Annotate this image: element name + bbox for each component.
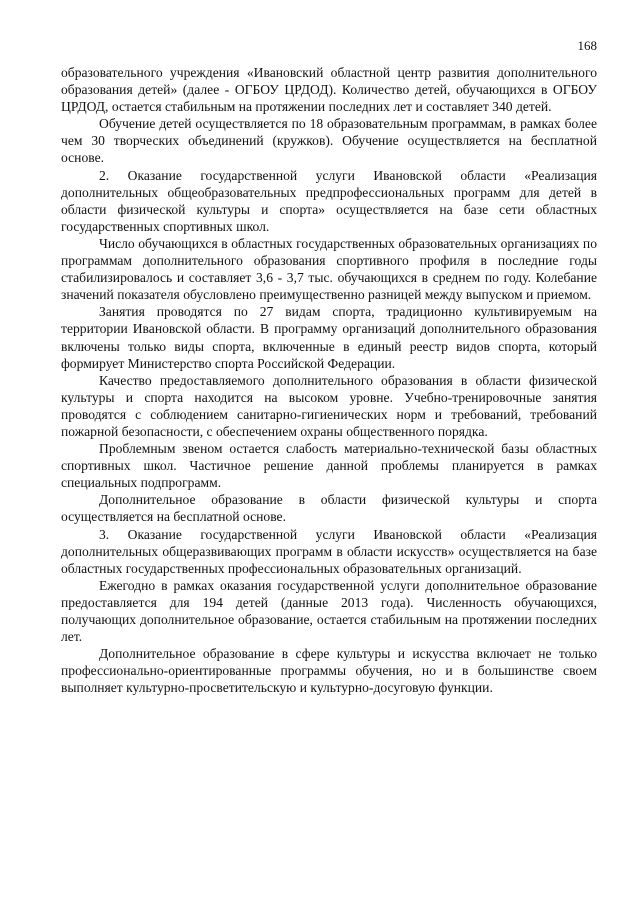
paragraph-programs: Обучение детей осуществляется по 18 образовательным программам, в рамках более чем 30 творческих объединений (кружков). Обучение осуществляется на бесплатной основе. — [61, 116, 597, 166]
paragraph-sports-students: Число обучающихся в областных государственных образовательных организациях по программам дополнительного образования спортивного профиля в последние годы стабилизировалось и составляет 3,6 - 3,7 тыс. обучающихся в среднем по году. Колебание значений показателя обусловлено преимущественно разницей между выпуском и приемом. — [61, 235, 597, 303]
paragraph-sports-problems: Проблемным звеном остается слабость материально-технической базы областных спортивных школ. Частичное решение данной проблемы планируется в рамках специальных подпрограмм. — [61, 441, 597, 491]
document-body — [61, 64, 597, 696]
paragraph-sports-free: Дополнительное образование в области физической культуры и спорта осуществляется на бесплатной основе. — [61, 492, 597, 525]
paragraph-sports-service: 2. Оказание государственной услуги Ивановской области «Реализация дополнительных общеобразовательных предпрофессиональных программ для детей в области физической культуры и спорта» осуществляется на базе сети областных государственных спортивных школ. — [61, 167, 597, 234]
paragraph-sports-types: Занятия проводятся по 27 видам спорта, традиционно культивируемым на территории Ивановской области. В программу организаций дополнительного образования включены только виды спорта, включенные в единый реестр видов спорта, который формирует Министерство спорта Российской Федерации. — [61, 304, 597, 371]
paragraph-continuation: образовательного учреждения «Ивановский областной центр развития дополнительного образования детей» (далее - ОГБОУ ЦРДОД). Количество детей, обучающихся в ОГБОУ ЦРДОД, остается стабильным на протяжении последних лет и составляет 340 детей. — [61, 65, 597, 115]
paragraph-arts-functions: Дополнительное образование в сфере культуры и искусства включает не только профессионально-ориентированные программы обучения, но и в большинстве своем выполняет культурно-просветительскую и культурно-досуговую функции. — [61, 646, 597, 696]
paragraph-arts-service: 3. Оказание государственной услуги Ивановской области «Реализация дополнительных общеразвивающих программ в области искусств» осуществляется на базе областных государственных профессиональных образовательных организаций. — [61, 526, 597, 576]
paragraph-arts-students: Ежегодно в рамках оказания государственной услуги дополнительное образование предоставляется для 194 детей (данные 2013 года). Численность обучающихся, получающих дополнительное образование, остается стабильным на протяжении последних лет. — [61, 577, 597, 645]
page-number: 168 — [577, 38, 597, 53]
paragraph-sports-quality: Качество предоставляемого дополнительного образования в области физической культуры и спорта находится на высоком уровне. Учебно-тренировочные занятия проводятся с соблюдением санитарно-гигиенических норм и требований, требований пожарной безопасности, с обеспечением охраны общественного порядка. — [61, 372, 597, 439]
